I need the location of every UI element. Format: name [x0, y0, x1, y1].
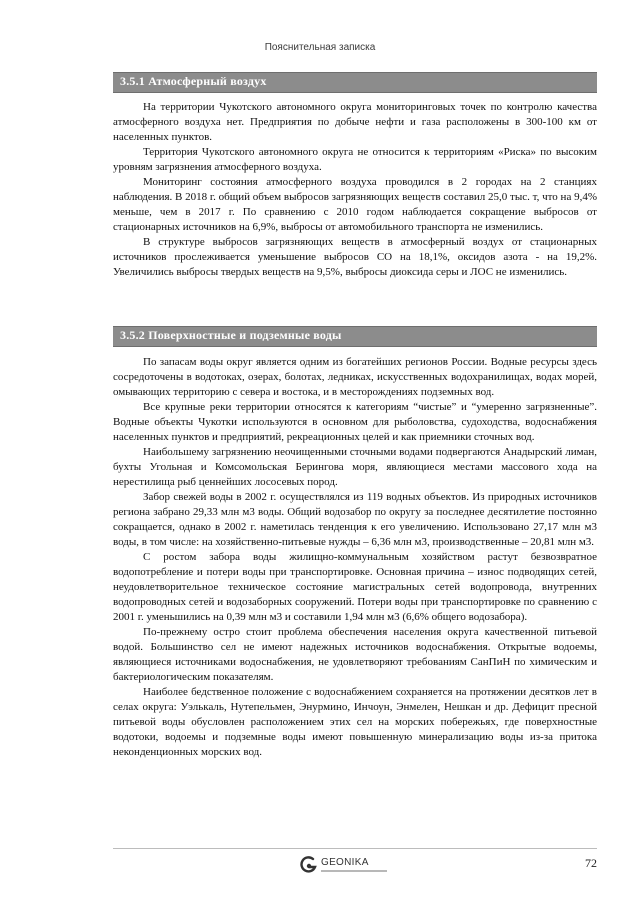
paragraph: В структуре выбросов загрязняющих веществ в атмосферный воздух от стационарных источников прослеживается уменьшение выбросов СО на 18,1%, оксидов азота - на 19,2%. Увеличились выбросы твердых веществ на 9,5%, выбросы диоксида серы и ЛОС не изменились. — [113, 236, 597, 278]
logo-wordmark: GEONIKA — [321, 857, 369, 868]
paragraph: Наибольшему загрязнению неочищенными сточными водами подвергаются Анадырский лиман, бухты Угольная и Комсомольская Берингова моря, являющиеся местами массового хода на нерестилища рыб ценнейших лососевых пород. — [113, 446, 597, 488]
paragraph: На территории Чукотского автономного округа мониторинговых точек по контролю качества атмосферного воздуха нет. Предприятия по добыче нефти и газа расположены в 300-100 км от населенных пунктов. — [113, 101, 597, 143]
paragraph: Забор свежей воды в 2002 г. осуществлялся из 119 водных объектов. Из природных источников региона забрано 29,33 млн м3 воды. Общий водозабор по округу за последнее десятилетие постоянно сокращается, однако в 2002 г. наметилась тенденция к его увеличению. Использовано 27,17 млн м3 воды, в том числе: на хозяйственно-питьевые нужды – 6,36 млн м3, производственные – 20,81 млн м3. — [113, 491, 597, 548]
paragraph: По-прежнему остро стоит проблема обеспечения населения округа качественной питьевой водой. Большинство сел не имеют надежных источников водоснабжения. Открытые водоемы, являющиеся источниками водоснабжения, не удовлетворяют требованиям СанПиН по химическим и бактериологическим показателям. — [113, 626, 597, 683]
footer-divider — [113, 848, 597, 849]
logo-tagline-line — [321, 870, 387, 872]
paragraph: Все крупные реки территории относятся к категориям “чистые” и “умеренно загрязненные”. Водные объекты Чукотки используются в основном для рыболовства, судоходства, водоснабжения населенных пунктов и предприятий, рекреационных целей и как приемники сточных вод. — [113, 401, 597, 443]
section-heading: 3.5.2 Поверхностные и подземные воды — [120, 328, 342, 342]
geonika-logo-icon — [300, 855, 318, 875]
paragraph: По запасам воды округ является одним из богатейших регионов России. Водные ресурсы здесь сосредоточены в водотоках, озерах, болотах, ледниках, искусственных водохранилищах, водах морей, омывающих территорию с севера и востока, и в месторождениях подземных вод. — [113, 356, 597, 398]
paragraph: Наиболее бедственное положение с водоснабжением сохраняется на протяжении десятков лет в селах округа: Уэлькаль, Нутепельмен, Энурмино, Инчоун, Энмелен, Нешкан и др. Дефицит пресной питьевой воды обусловлен расположением этих сел на морских побережьях, где поверхностные водотоки, водоемы и подземные воды имеют повышенную минерализацию воды из-за притока неконденционных морских вод. — [113, 686, 597, 758]
paragraph: Территория Чукотского автономного округа не относится к территориям «Риска» по высоким уровням загрязнения атмосферного воздуха. — [113, 146, 597, 173]
page-number: 72 — [585, 856, 597, 870]
section-heading-bar — [113, 72, 597, 93]
company-logo — [300, 854, 387, 876]
section-body — [113, 355, 597, 760]
paragraph: С ростом забора воды жилищно-коммунальным хозяйством растут безвозвратное водопотребление и потери воды при транспортировке. Основная причина – износ подводящих сетей, неудовлетворительное техническое состояние магистральных сетей водопровода, внутренних водопроводных сетей и водозаборных сооружений. Потери воды при транспортировке по сравнению с 2001 г. уменьшились на 0,39 млн м3 и составили 1,94 млн м3 (6,6% общего водозабора). — [113, 551, 597, 623]
section-heading: 3.5.1 Атмосферный воздух — [120, 74, 267, 88]
paragraph: Мониторинг состояния атмосферного воздуха проводился в 2 городах на 2 станциях наблюдения. В 2018 г. общий объем выбросов загрязняющих веществ составил 25,0 тыс. т, что на 9,4% меньше, чем в 2017 г. По сравнению с 2010 годом наблюдается сокращение выбросов от стационарных источников на 6,9%, выбросы от автомобильного транспорта не изменились. — [113, 176, 597, 233]
section-body — [113, 100, 597, 280]
running-header: Пояснительная записка — [264, 42, 376, 53]
section-heading-bar — [113, 326, 597, 347]
